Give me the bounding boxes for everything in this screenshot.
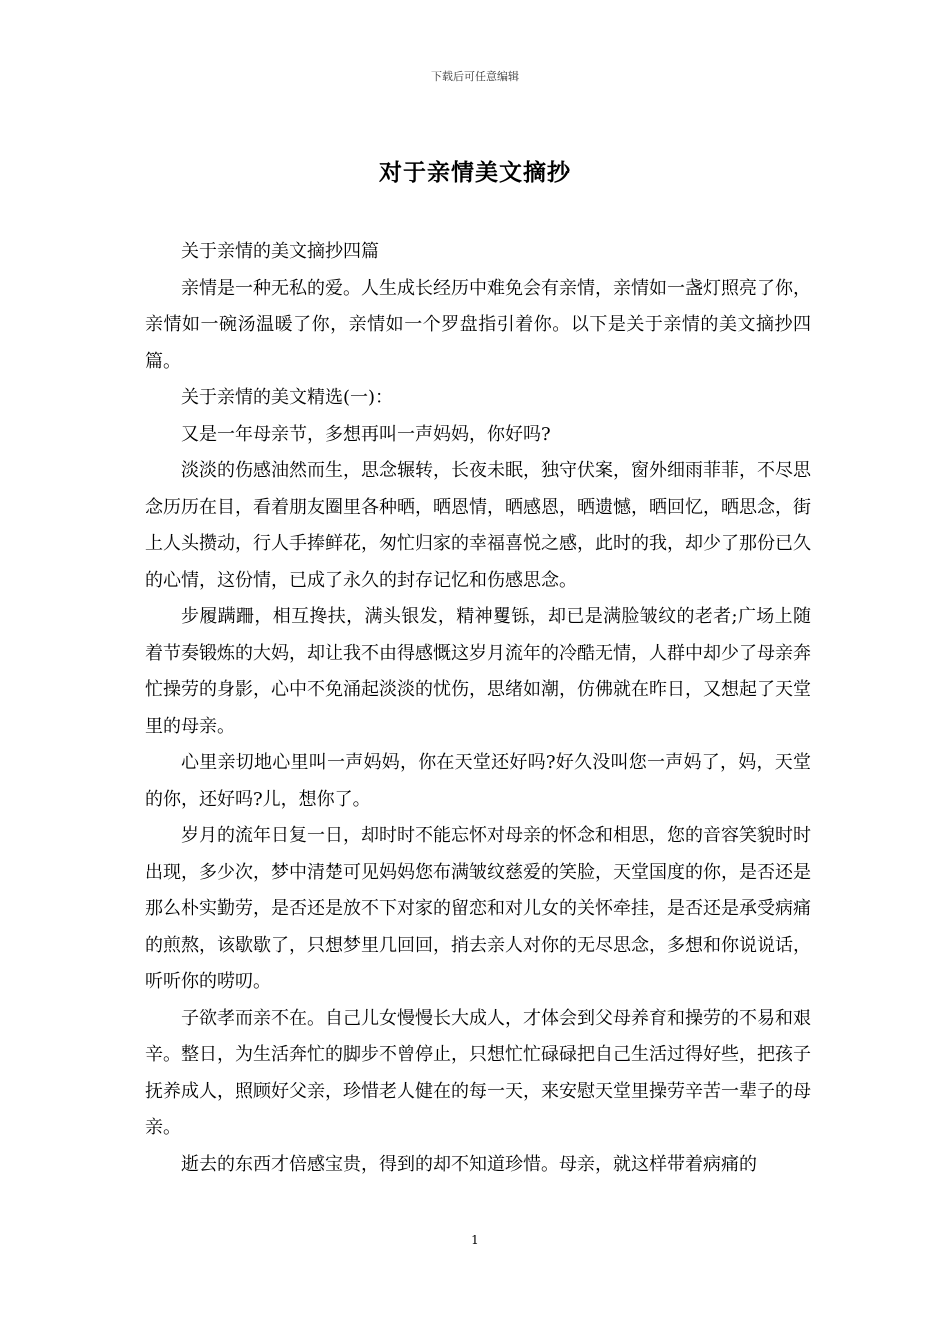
- document-title: 对于亲情美文摘抄: [379, 159, 571, 186]
- paragraph: 淡淡的伤感油然而生，思念辗转，长夜未眠，独守伏案，窗外细雨菲菲，不尽思念历历在目，看着朋友圈里各种晒，晒恩情，晒感恩，晒遗憾，晒回忆，晒思念，街上人头攒动，行人手捧鲜花，匆忙归家的幸福喜悦之感，此时的我，却少了那份已久的心情，这份情，已成了永久的封存记忆和伤感思念。: [145, 460, 811, 591]
- paragraph: 子欲孝而亲不在。自己儿女慢慢长大成人，才体会到父母养育和操劳的不易和艰辛。整日，为生活奔忙的脚步不曾停止，只想忙忙碌碌把自己生活过得好些，把孩子抚养成人，照顾好父亲，珍惜老人健在的每一天，来安慰天堂里操劳辛苦一辈子的母亲。: [145, 1007, 811, 1138]
- document-body: [145, 234, 811, 1183]
- paragraph: 关于亲情的美文精选(一)：: [181, 387, 394, 408]
- page-number: 1: [471, 1233, 479, 1247]
- paragraph: 心里亲切地心里叫一声妈妈，你在天堂还好吗?好久没叫您一声妈了，妈，天堂的你，还好吗?儿，想你了。: [145, 752, 811, 810]
- header-note: 下载后可任意编辑: [431, 70, 519, 83]
- paragraph: 又是一年母亲节，多想再叫一声妈妈，你好吗?: [181, 423, 551, 445]
- paragraph: 岁月的流年日复一日，却时时不能忘怀对母亲的怀念和相思，您的音容笑貌时时出现，多少次，梦中清楚可见妈妈您布满皱纹慈爱的笑脸，天堂国度的你，是否还是那么朴实勤劳，是否还是放不下对家的留恋和对儿女的关怀牵挂，是否还是承受病痛的煎熬，该歇歇了，只想梦里几回回，捎去亲人对你的无尽思念，多想和你说说话，听听你的唠叨。: [145, 825, 811, 992]
- paragraph: 逝去的东西才倍感宝贵，得到的却不知道珍惜。母亲，就这样带着病痛的: [181, 1153, 757, 1175]
- paragraph: 关于亲情的美文摘抄四篇: [181, 241, 379, 262]
- paragraph: 步履蹒跚，相互搀扶，满头银发，精神矍铄，却已是满脸皱纹的老者;广场上随着节奏锻炼的大妈，却让我不由得感慨这岁月流年的冷酷无情，人群中却少了母亲奔忙操劳的身影，心中不免涌起淡淡的忧伤，思绪如潮，仿佛就在昨日，又想起了天堂里的母亲。: [145, 606, 811, 737]
- paragraph: 亲情是一种无私的爱。人生成长经历中难免会有亲情，亲情如一盏灯照亮了你，亲情如一碗汤温暖了你，亲情如一个罗盘指引着你。以下是关于亲情的美文摘抄四篇。: [145, 277, 811, 372]
